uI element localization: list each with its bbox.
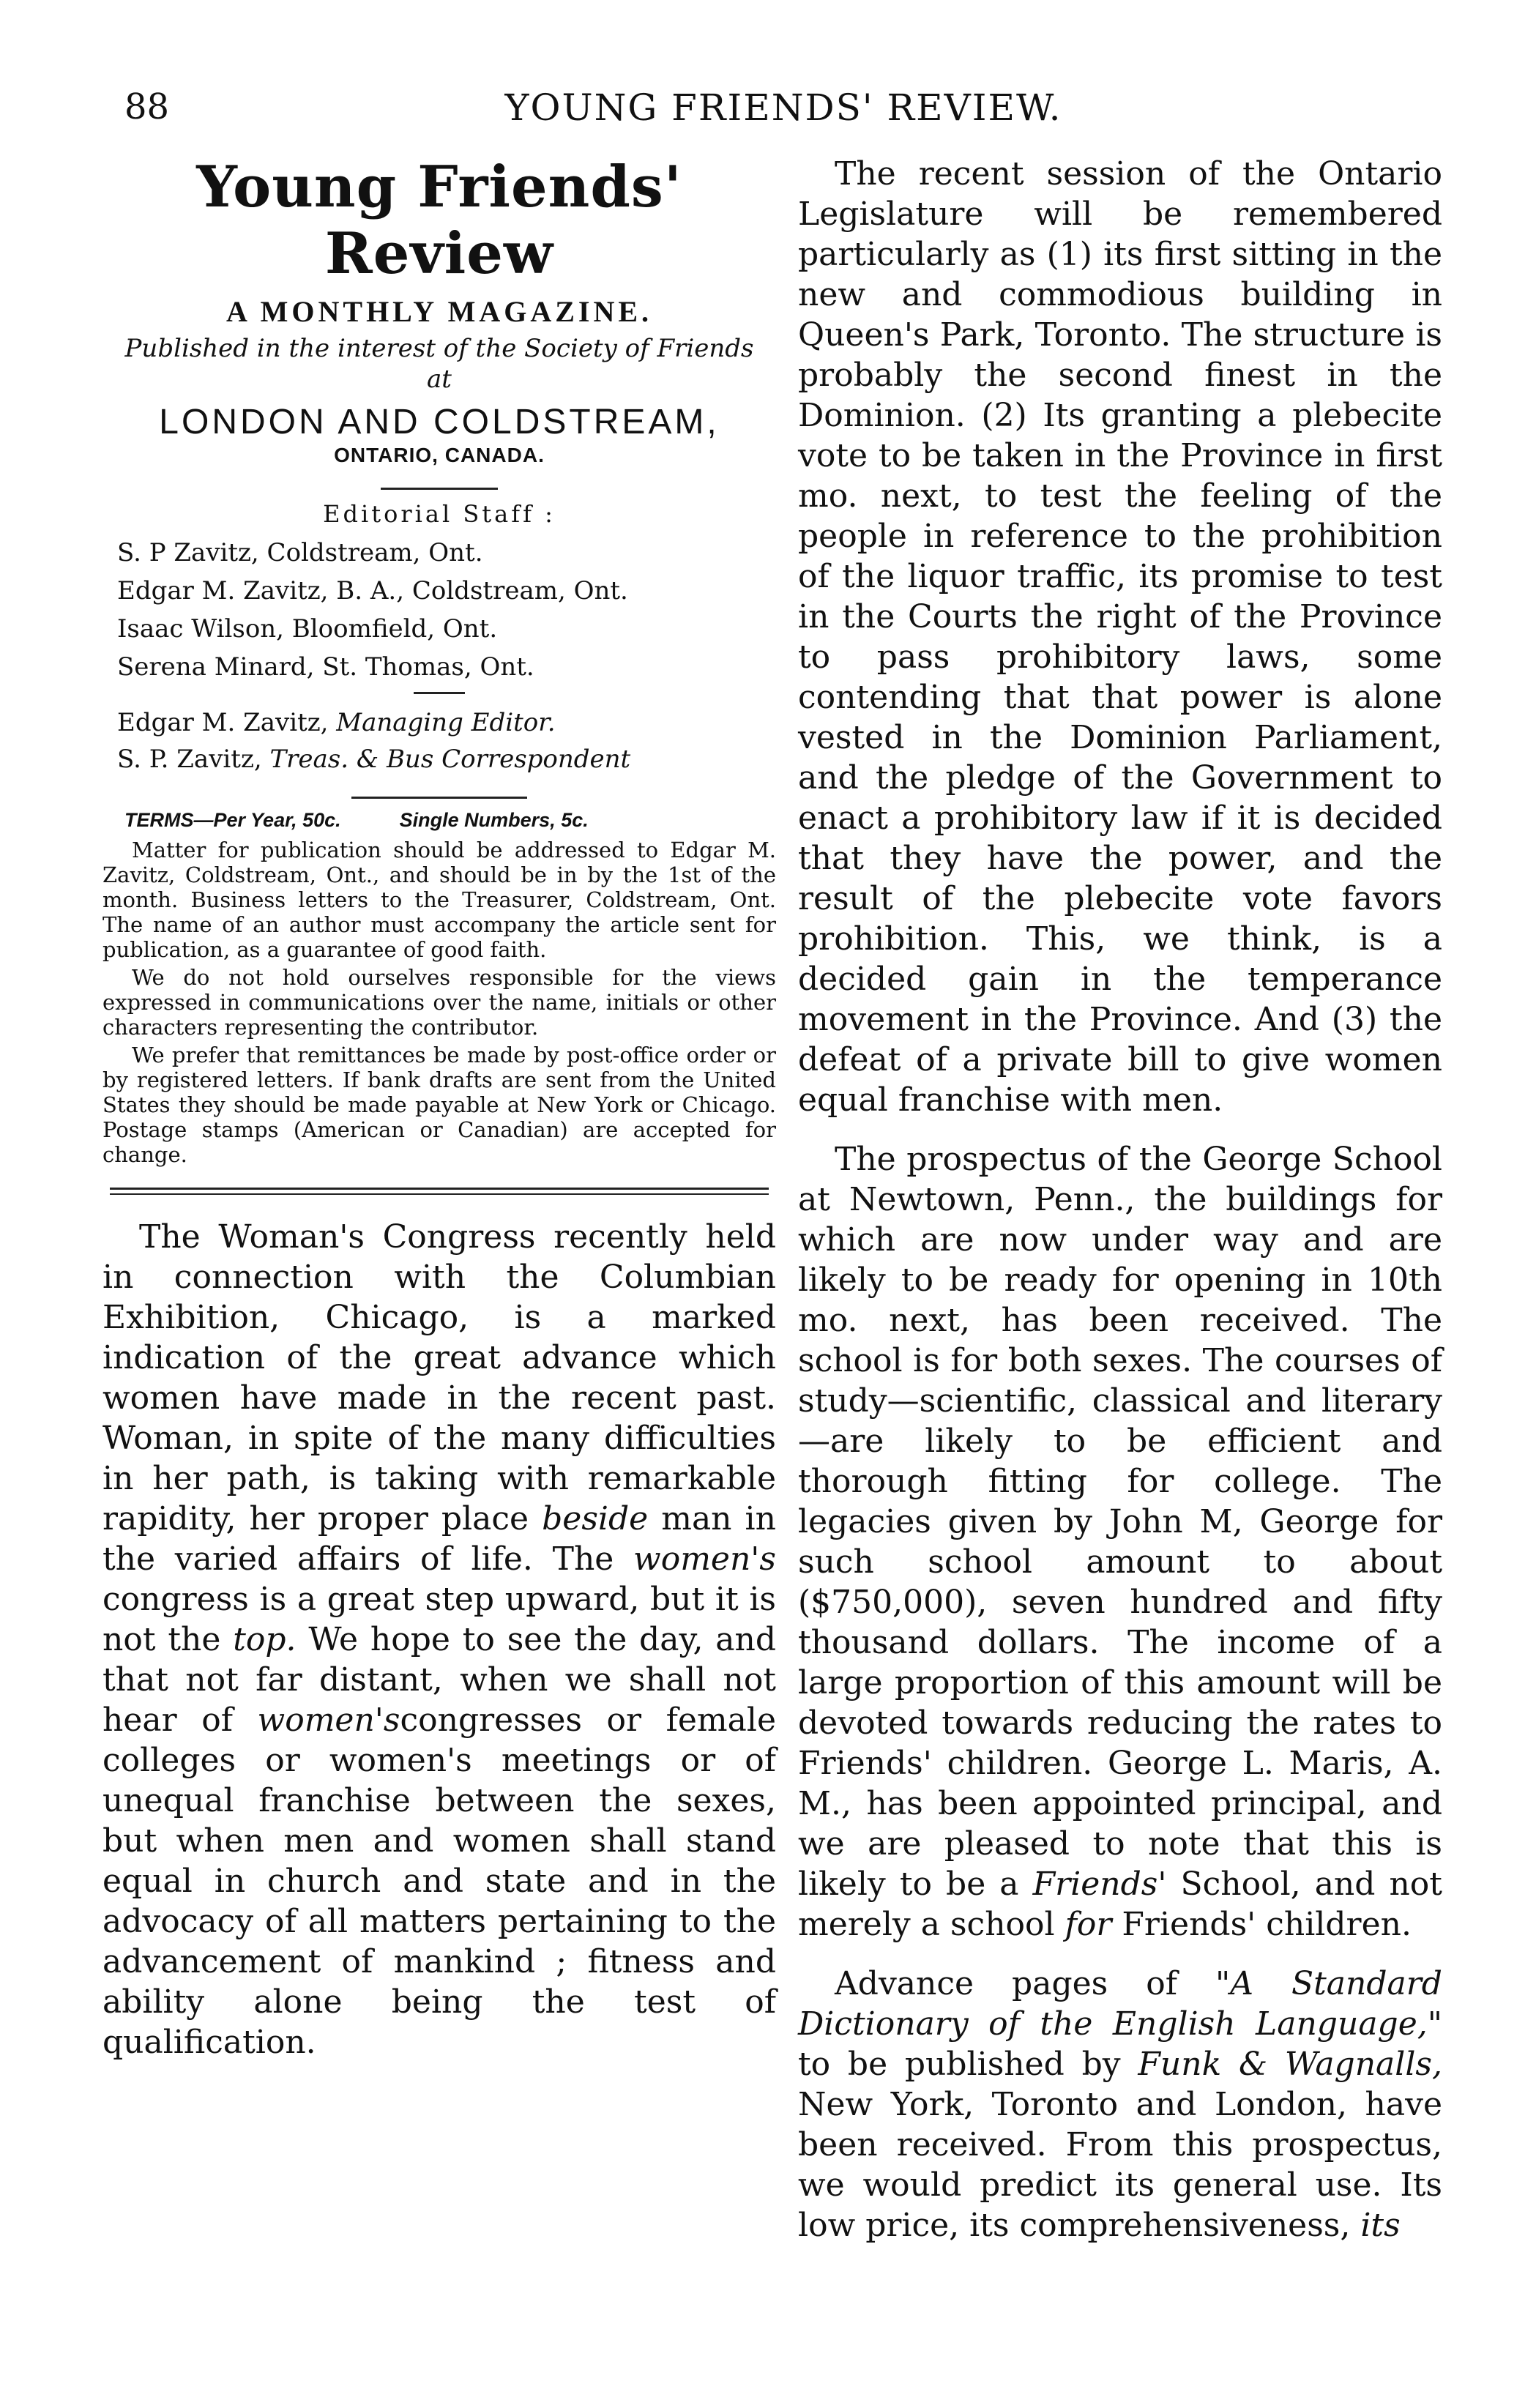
staff-member: S. P Zavitz, Coldstream, Ont.: [117, 538, 483, 567]
terms-yearly: TERMS—Per Year, 50c.: [124, 809, 341, 831]
masthead-subtitle: A MONTHLY MAGAZINE.: [225, 295, 653, 328]
managing-editor-name: Edgar M. Zavitz,: [117, 708, 329, 737]
page-number: 88: [124, 86, 170, 127]
masthead-country: ONTARIO, CANADA.: [334, 444, 545, 466]
page-header: [124, 86, 1442, 145]
right-column: [798, 154, 1442, 2265]
staff-member: Edgar M. Zavitz, B. A., Coldstream, Ont.: [117, 576, 628, 605]
section-divider: [110, 1188, 769, 1195]
article-ontario-legislature: The recent session of the Ontario Legislature will be remembered particularly as (1) its first sitting in the new and commodious building in Queen's Park, Toronto. The structure is probably the second finest in the Dominion. (2) Its granting a plebecite vote to be taken in the Province in first mo. next, to test the feeling of the people in reference to the prohibition of the liquor traffic, its promise to test in the Courts the right of the Province to pass prohibitory laws, some contending that that power is alone vested in the Dominion Parliament, and the pledge of the Government to enact a prohibitory law if it is decided that they have the power, and the result of the plebecite vote favors prohibition. This, we think, is a decided gain in the temperance movement in the Province. And (3) the defeat of a private bill to give women equal franchise with men.: [798, 155, 1442, 1119]
notice: Matter for publication should be addressed to Edgar M. Zavitz, Coldstream, Ont., and should be in by the 1st of the month. Business letters to the Treasurer, Coldstream, Ont. The name of an author must accompany the article sent for publication, as a guarantee of good faith.: [102, 838, 776, 962]
article-dictionary: Advance pages of "A Standard Dictionary of the English Language," to be published by Funk & Wagnalls, New York, Toronto and London, have been received. From this prospectus, we would predict its general use. Its low price, its comprehensiveness, its: [798, 1965, 1442, 2244]
treasurer-name: S. P. Zavitz,: [117, 745, 262, 774]
article-womens-congress: The Woman's Congress recently held in connection with the Columbian Exhibition, Chicago, is a marked indication of the great advance which women have made in the recent past. Woman, in spite of the many difficulties in her path, is taking with remarkable rapidity, her proper place beside man in the varied affairs of life. The women's congress is a great step upward, but it is not the top. We hope to see the day, and that not far distant, when we shall not hear of women'scongresses or female colleges or women's meetings or of unequal franchise between the sexes, but when men and women shall stand equal in church and state and in the advocacy of all matters pertaining to the advancement of mankind ; fitness and ability alone being the test of qualification.: [102, 1218, 776, 2061]
left-column: [102, 154, 776, 2081]
masthead-title: Young Friends' Review: [196, 154, 682, 287]
notice: We prefer that remittances be made by post-office order or by registered letters. If bank drafts are sent from the United States they should be made payable at New York or Chicago. Postage stamps (American or Canadian) are accepted for change.: [102, 1043, 776, 1167]
article-george-school: The prospectus of the George School at Newtown, Penn., the buildings for which are now under way and are likely to be ready for opening in 10th mo. next, has been received. The school is for both sexes. The courses of study—scientific, classical and literary—are likely to be efficient and thorough fitting for college. The legacies given by John M, George for such school amount to about ($750,000), seven hundred and fifty thousand dollars. The income of a large proportion of this amount will be devoted towards reducing the rates to Friends' children. George L. Maris, A. M., has been appointed principal, and we are pleased to note that this is likely to be a Friends' School, and not merely a school for Friends' children.: [798, 1141, 1442, 1943]
notice: We do not hold ourselves responsible for the views expressed in communications over the name, initials or other characters representing the contributor.: [102, 965, 776, 1040]
divider: [381, 488, 498, 490]
divider: [414, 692, 465, 694]
staff-member: Isaac Wilson, Bloomfield, Ont.: [117, 614, 498, 644]
terms-single: Single Numbers, 5c.: [399, 809, 589, 831]
staff-member: Serena Minard, St. Thomas, Ont.: [117, 652, 534, 682]
staff-heading: Editorial Staff :: [323, 500, 556, 528]
masthead: [102, 154, 776, 467]
managing-editor: [117, 704, 776, 741]
treasurer: [117, 741, 776, 778]
running-head: YOUNG FRIENDS' REVIEW.: [504, 86, 1062, 129]
managing-editor-role: Managing Editor.: [336, 708, 556, 737]
masthead-location: LONDON AND COLDSTREAM,: [159, 403, 720, 441]
masthead-published: Published in the interest of the Society of Friends at: [124, 334, 754, 394]
terms: [124, 809, 776, 832]
divider: [351, 797, 527, 799]
treasurer-role: Treas. & Bus Correspondent: [269, 745, 631, 774]
